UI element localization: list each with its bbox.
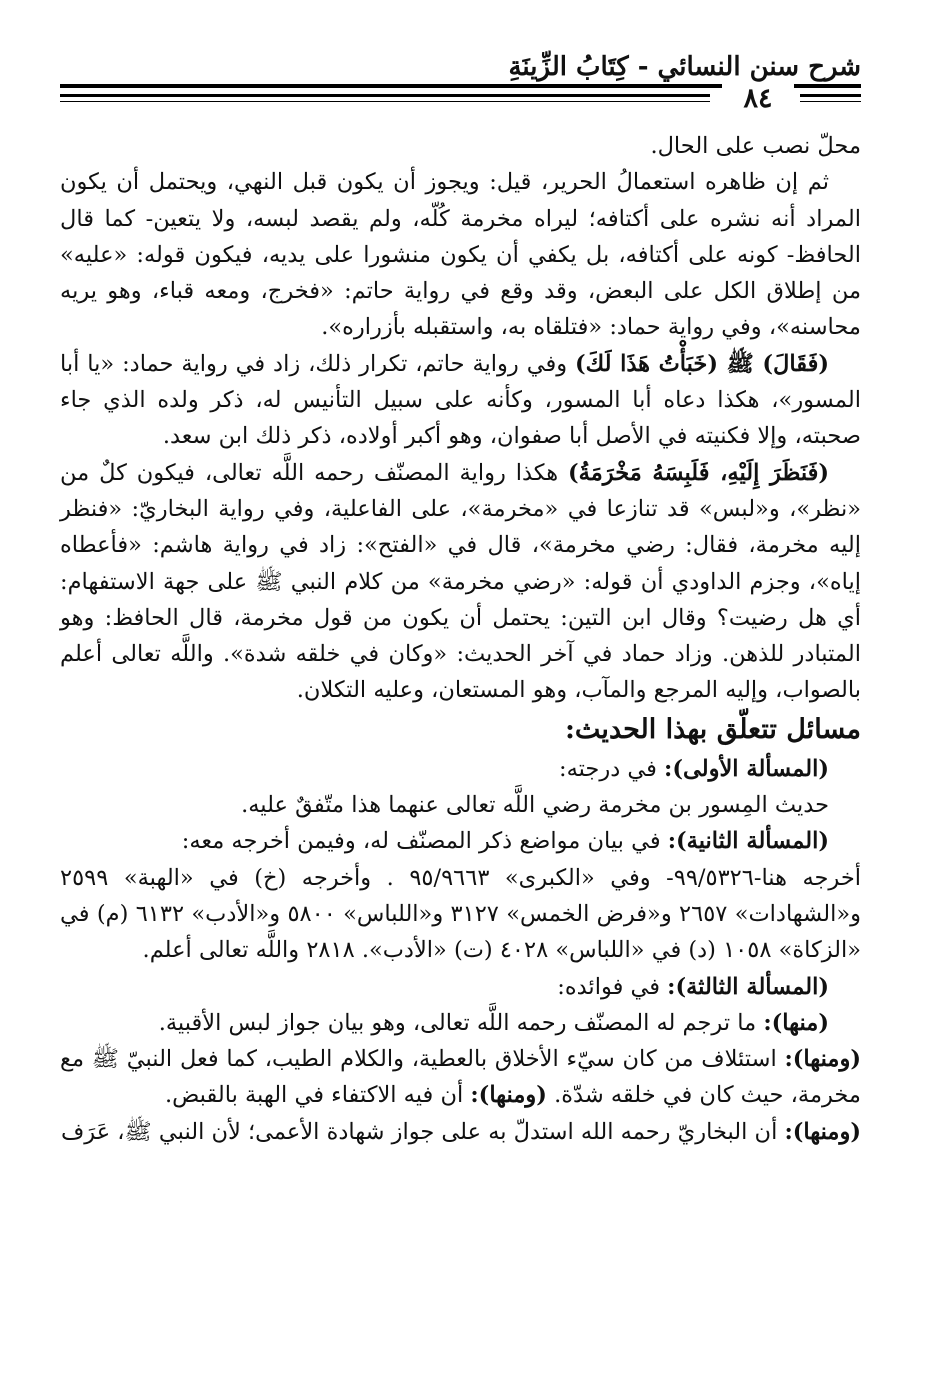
issue-title: في فوائده: — [557, 973, 668, 1000]
paragraph-text: وفي رواية حاتم، تكرار ذلك، زاد في رواية حماد: «يا أبا المسور»، هكذا دعاه أبا المسور، وكأنه على سبيل التأنيس له، ذكر ولده الذي جاء صحبته، وإلا فكنيته في الأصل أبا صفوان، وهو أكبر أولاده، ذكر ذلك ابن سعد. — [60, 350, 861, 450]
issue-label: (المسألة الثانية): — [667, 828, 829, 855]
issue-heading — [60, 823, 861, 859]
hadith-quote: (فَقَالَ) ﷺ (خَبَأْتُ هَذَا لَكَ) — [575, 350, 830, 377]
issue-heading — [60, 969, 861, 1005]
benefit-item — [60, 1114, 861, 1150]
paragraph: حديث المِسور بن مخرمة رضي اللَّه تعالى عنهما هذا متّفقٌ عليه. — [241, 792, 829, 819]
header-rule — [800, 94, 861, 97]
running-title: شرح سنن النسائي - كِتَابُ الزِّينَةِ — [508, 52, 861, 82]
page-body — [60, 128, 861, 1150]
issue-title: في درجته: — [559, 755, 665, 782]
section-heading: مسائل تتعلّق بهذا الحديث: — [564, 713, 861, 745]
benefit-text: أن البخاريّ رحمه الله استدلّ به على جواز شهادة الأعمى؛ لأن النبي ﷺ، عَرَف — [60, 1118, 785, 1145]
paragraph: أخرجه هنا-٩٩/٥٣٢٦- وفي «الكبرى» ٩٥/٩٦٦٣ . وأخرجه (خ) في «الهبة» ٢٥٩٩ و«الشهادات» ٢٦٥٧ و«فرض الخمس» ٣١٢٧ و«اللباس» ٥٨٠٠ و«الأدب» ٦١٣٢ (م) في «الزكاة» ١٠٥٨ (د) في «اللباس» ٤٠٢٨ (ت) «الأدب». ٢٨١٨ واللَّه تعالى أعلم. — [60, 864, 861, 964]
benefit-label: (منها): — [763, 1009, 829, 1036]
page-number: ٨٤ — [722, 83, 794, 114]
issue-heading — [60, 751, 861, 787]
benefit-label: (ومنها): — [784, 1046, 861, 1073]
header-rule — [60, 94, 710, 97]
benefit-text: استئلاف من كان سيّء الأخلاق بالعطية، والكلام الطيب، كما فعل النبيّ ﷺ مع مخرمة، حيث كان في خلقه شدّة. — [60, 1046, 861, 1109]
benefit-text: أن فيه الاكتفاء في الهبة بالقبض. — [164, 1082, 471, 1109]
benefit-text: ما ترجم له المصنّف رحمه اللَّه تعالى، وهو بيان جواز لبس الأقبية. — [158, 1009, 764, 1036]
benefit-item — [60, 1041, 861, 1114]
paragraph — [60, 455, 861, 709]
paragraph: محلّ نصب على الحال. — [650, 133, 861, 159]
benefit-item — [60, 1005, 861, 1041]
benefit-label: (ومنها): — [470, 1082, 547, 1109]
issue-title: في بيان مواضع ذكر المصنّف له، وفيمن أخرجه معه: — [181, 828, 668, 855]
issue-label: (المسألة الأولى): — [664, 755, 829, 782]
paragraph-text: هكذا رواية المصنّف رحمه اللَّه تعالى، فيكون كلٌ من «نظر»، و«لبس» قد تنازعا في «مخرمة»، على الفاعلية، وفي رواية البخاريّ: «فنظر إليه مخرمة، فقال: رضي مخرمة»، قال في «الفتح»: زاد في رواية هاشم: «فأعطاه إياه»، وجزم الداودي أن قوله: «رضي مخرمة» من كلام النبي ﷺ على جهة الاستفهام: أي هل رضيت؟ وقال ابن التين: يحتمل أن يكون من قول مخرمة، قال الحافظ: وهو المتبادر للذهن. وزاد حماد في آخر الحديث: «وكان في خلقه شدة». واللَّه تعالى أعلم بالصواب، وإليه المرجع والمآب، وهو المستعان، وعليه التكلان. — [60, 459, 861, 704]
header-rule — [60, 101, 710, 102]
issue-label: (المسألة الثالثة): — [667, 973, 829, 1000]
paragraph — [60, 346, 861, 455]
benefit-label: (ومنها): — [784, 1118, 861, 1145]
header-rule — [800, 101, 861, 102]
hadith-quote: (فَنَظَرَ إِلَيْهِ، فَلَبِسَهُ مَخْرَمَةُ) — [568, 459, 830, 486]
paragraph: ثم إن ظاهره استعمالُ الحرير، قيل: ويجوز أن يكون قبل النهي، ويحتمل أن يكون المراد أنه نشره على أكتافه؛ ليراه مخرمة كُلّه، ولم يقصد لبسه، ولا يتعين- كما قال الحافظ- كونه على أكتافه، بل يكفي أن يكون منشورا على يديه، فيكون قوله: «عليه» من إطلاق الكل على البعض، وقد وقع في رواية حاتم: «فخرج، ومعه قباء، وهو يريه محاسنه»، وفي رواية حماد: «فتلقاه به، واستقبله بأزراره». — [60, 169, 861, 341]
